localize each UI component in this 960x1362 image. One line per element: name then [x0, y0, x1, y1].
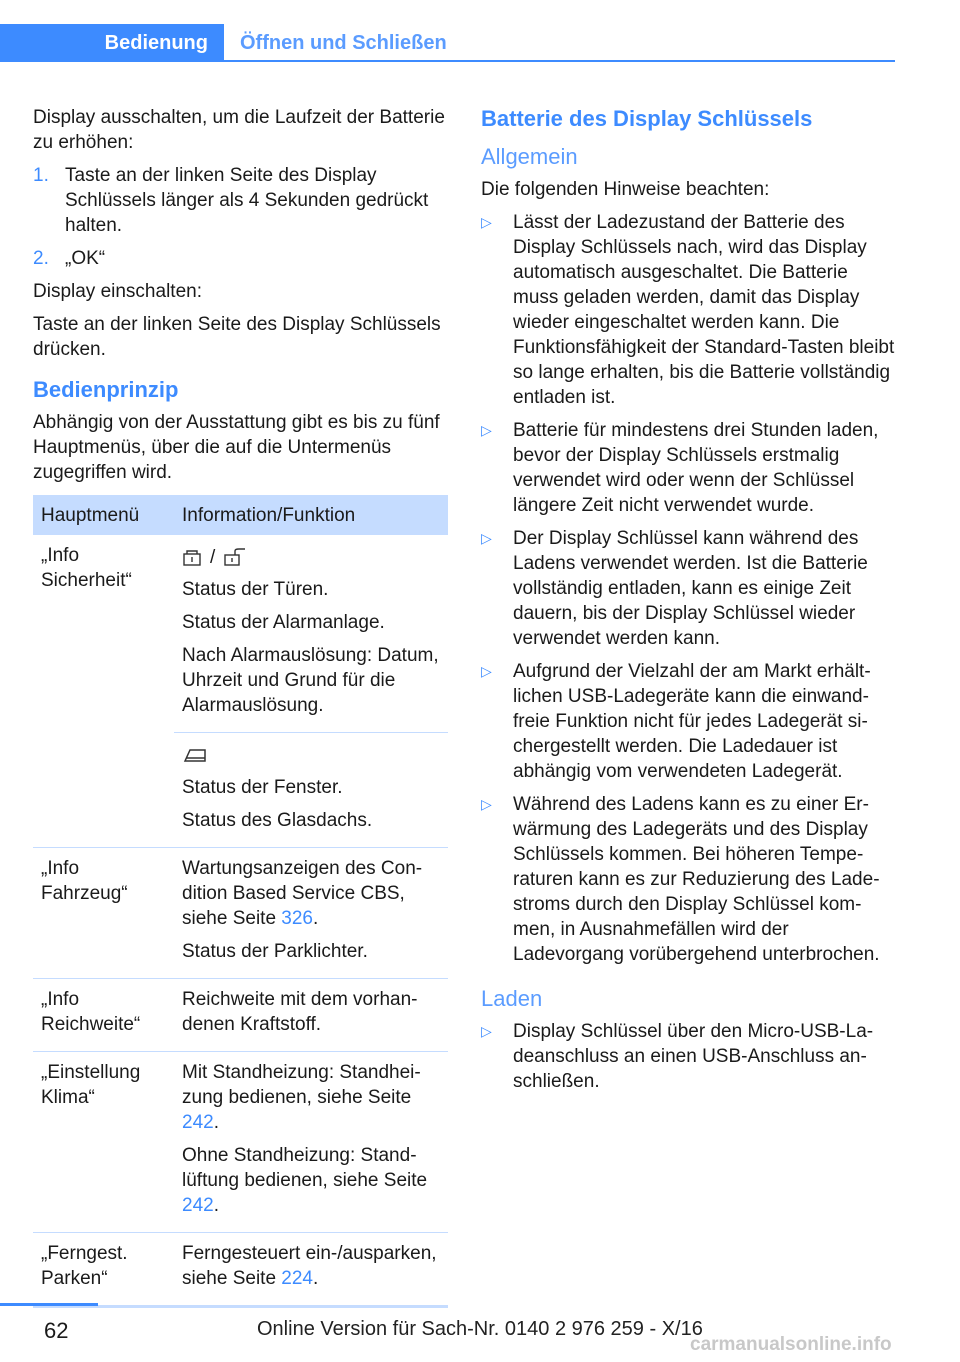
info-line: Status der Türen. — [182, 579, 329, 600]
subheading-general: Allgemein — [481, 144, 578, 169]
bullet-arrow-icon: ▷ — [481, 796, 492, 812]
right-column — [481, 105, 896, 1102]
section-heading: Bedienprinzip — [33, 377, 179, 402]
step-1 — [33, 163, 448, 238]
bullet-arrow-icon: ▷ — [481, 530, 492, 546]
section-title: Batterie des Display Schlüssels — [481, 106, 813, 131]
intro-text: Display ausschalten, um die Laufzeit der Batterie zu erhöhen: — [33, 107, 445, 153]
info-cell — [174, 733, 448, 848]
step-number: 2. — [33, 248, 49, 269]
table-row — [33, 733, 448, 848]
step-number: 1. — [33, 165, 49, 186]
door-unlocked-icon — [223, 547, 247, 567]
sub-intro: Die folgenden Hinweise beachten: — [481, 179, 770, 200]
icon-separator: / — [210, 546, 216, 568]
bullet-arrow-icon: ▷ — [481, 422, 492, 438]
info-line: Nach Alarmauslösung: Datum, Uhrzeit und Grund für die Alarmauslösung. — [182, 645, 439, 716]
bullet-arrow-icon: ▷ — [481, 1023, 492, 1039]
info-line: Status des Glasdachs. — [182, 810, 373, 831]
left-column — [33, 105, 448, 1308]
tab-bedienung[interactable]: Bedienung — [0, 24, 224, 62]
list-item: ▷ Aufgrund der Vielzahl der am Markt erhältlichen USB-Ladegeräte kann die einwandfreie Funktion nicht für jedes Ladegerät sichergestellt werden. Die Ladedauer ist abhängig vom verwendeten Ladegerät. — [481, 661, 871, 782]
table-row — [33, 979, 448, 1052]
col-header-menu: Hauptmenü — [33, 495, 174, 535]
menu-cell: „Info Fahrzeug“ — [33, 848, 174, 979]
list-item: ▷ Während des Ladens kann es zu einer Erwärmung des Ladegeräts und des Display Schlüssels kommen. Bei höheren Temperaturen kann es zur Reduzierung des Ladestroms durch den Display Schlüssel kommen, in Ausnahmefällen wird der Ladevorgang vorübergehend unterbrochen. — [481, 794, 880, 965]
watermark: carmanualsonline.info — [690, 1334, 892, 1355]
menu-table — [33, 495, 448, 1308]
bullet-arrow-icon: ▷ — [481, 214, 492, 230]
table-row — [33, 1052, 448, 1233]
info-cell — [174, 979, 448, 1052]
list-item: ▷ Der Display Schlüssel kann während des Ladens verwendet werden. Ist die Batterie vollständig entladen, kann es einige Zeit dauern, bis der Display Schlüssel wieder verwendet werden kann. — [481, 528, 868, 649]
page-link[interactable]: 326 — [281, 908, 313, 929]
menu-cell: „Einstellung Klima“ — [33, 1052, 174, 1233]
list-item: ▷ Batterie für mindestens drei Stunden laden, bevor der Display Schlüssels erstmalig verwendet wird oder wenn der Schlüssel längere Zeit nicht verwendet wurde. — [481, 420, 879, 516]
door-locked-icon — [182, 547, 202, 567]
section-text: Abhängig von der Ausstattung gibt es bis zu fünf Hauptmenüs, über die auf die Untermenüs zugegriffen wird. — [33, 412, 440, 483]
info-line: Reichweite mit dem vorhandenen Kraftstoff. — [182, 989, 418, 1035]
menu-cell: „Info Sicherheit“ — [41, 545, 132, 591]
list-item: ▷ Display Schlüssel über den Micro-USB-Ladeanschluss an einen USB-Anschluss anschließen. — [481, 1021, 874, 1092]
menu-cell: „Ferngest. Parken“ — [33, 1233, 174, 1307]
menu-cell: „Info Reichweite“ — [33, 979, 174, 1052]
header-rule — [0, 60, 895, 62]
page-link[interactable]: 224 — [281, 1268, 313, 1289]
step-2 — [33, 246, 448, 271]
page-link[interactable]: 242 — [182, 1112, 214, 1133]
info-cell: Ferngesteuert ein-/ausparken, siehe Seite 224. — [174, 1233, 448, 1307]
window-icon — [182, 746, 208, 764]
page-link[interactable]: 242 — [182, 1195, 214, 1216]
info-line: Status der Parklichter. — [182, 941, 368, 962]
bullet-arrow-icon: ▷ — [481, 663, 492, 679]
page-number: 62 — [44, 1318, 69, 1343]
table-row — [33, 1233, 448, 1307]
tab-section[interactable]: Öffnen und Schließen — [240, 31, 447, 54]
info-cell: Mit Standheizung: Standheizung bedienen, siehe Seite 242. Ohne Standheizung: Standlüftung bedienen, siehe Seite 242. — [174, 1052, 448, 1233]
col-header-info: Information/Funktion — [174, 495, 448, 535]
list-item: ▷ Lässt der Ladezustand der Batterie des Display Schlüssels nach, wird das Display automatisch ausgeschaltet. Die Batterie muss geladen werden, damit das Display wieder eingeschaltet werden kann. Die Funktionsfähigkeit der Standard-Tasten bleibt so lange erhalten, bis die Batterie vollständig entladen ist. — [481, 212, 895, 408]
info-cell: Wartungsanzeigen des Condition Based Service CBS, siehe Seite 326. Status der Parklichter. — [174, 848, 448, 979]
door-icons — [182, 543, 440, 571]
table-row — [33, 848, 448, 979]
info-cell — [174, 535, 448, 733]
step-text: Taste an der linken Seite des Display Schlüssels länger als 4 Sekunden gedrückt halten. — [65, 165, 429, 236]
subheading-charging: Laden — [481, 986, 543, 1011]
footer-rule — [0, 1303, 98, 1306]
online-version-note: Online Version für Sach-Nr. 0140 2 976 259 - X/16 — [257, 1318, 703, 1340]
on-text: Taste an der linken Seite des Display Schlüssels drücken. — [33, 314, 441, 360]
step-text: „OK“ — [65, 248, 106, 269]
info-line: Status der Fenster. — [182, 777, 343, 798]
table-row — [33, 535, 448, 733]
on-label: Display einschalten: — [33, 281, 202, 302]
info-line: Status der Alarmanlage. — [182, 612, 385, 633]
